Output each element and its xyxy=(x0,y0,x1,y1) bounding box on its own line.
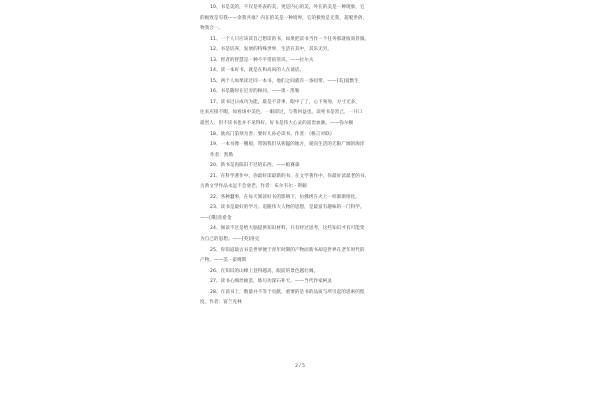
text-line: 20、新书是再陈旧不过的东西。——帕赛森 xyxy=(210,163,300,169)
text-line: 24、阅读不过是给大脑提供知识材料，只有经过思考，这些知识才有可能变 xyxy=(210,226,365,232)
text-line: 度。作者：富兰克林 xyxy=(200,300,242,306)
text-line: 作者：凯勒 xyxy=(210,152,234,158)
text-line: 28、在读书上，数量并不等于贡献，重要的是书的品质与所引起的思索的程 xyxy=(210,289,365,295)
text-line: 往来应接不暇，如看场中美色，一眼即过，与我何益也。读死书是害己，一开口 xyxy=(200,110,363,116)
text-line: 16、书是随时在近旁的顾问。——奥・凯勒 xyxy=(210,89,300,95)
text-line: 23、读书是最好的学习。追随伟大人物的思想，是最富有趣味的一门科学。 xyxy=(210,205,365,211)
text-line: 18、欲高门第须为善；要好儿孙必读书。作者：《格言对联》 xyxy=(210,131,335,137)
text-line: 物我合一。 xyxy=(200,26,224,32)
text-line: 19、一本书像一艘船，带领我们从狭隘的地方，驶向生活的无限广阔的海洋 xyxy=(210,142,365,148)
text-line: 为自己的思想。——[英]洛克 xyxy=(200,237,260,243)
text-line: 17、读书过日成功为能，最是不济事，眼中了了，心下匆匆，方寸无多， xyxy=(210,99,360,105)
text-line: 15、两个人如果读过同一本书，他们之间就有一条纽带。——[美]爱默生 xyxy=(210,78,359,84)
text-line: 25、你知道最古书是世界便于青年时期的产物而新书却是世界在老年时代的 xyxy=(210,247,365,253)
text-line: 11、一个人只应该读自己想读的书，如果把读书当作一个任务那就收效甚微。 xyxy=(210,36,370,42)
text-line: 14、读一本好书，就是在和高尚的人在谈话。 xyxy=(210,68,305,74)
text-line: ——[俄]普希金 xyxy=(200,215,232,221)
text-line: 的极致是有我——余我共谁？内在的美是一种境界，它的极致是无我，超脱世俗， xyxy=(200,15,368,21)
text-line: 产物。——美・霍姆斯 xyxy=(200,258,247,264)
text-line: 12、书是培养，发展的特殊世界，生活在其中，其乐无穷。 xyxy=(210,47,333,53)
page-number: 2 / 5 xyxy=(295,364,305,369)
text-line: 26、在知识的山峰上登得越高，眼前的景色越壮阔。 xyxy=(210,268,319,274)
document-body xyxy=(200,3,412,309)
text-line: 21、在科学著作中，你最好读最新的书，在文学著作中，你最好读最老的书。 xyxy=(210,173,370,179)
text-line: 10、书是美的，不仅是外表的美，更是内心的美，外在的美是一种现象，它 xyxy=(210,5,365,10)
text-line: 就害人；但不读书也并不见得好。好书是伟大心灵的富贵血脉。——弥尔顿 xyxy=(200,121,354,127)
text-line: 古典文学作品永远不会衰老。作者：布尔韦尔・利顿 xyxy=(200,184,307,190)
text-line: 13、智者的智慧是一种不平常的常识。——拉尔夫 xyxy=(210,57,314,63)
text-line: 27、读书心细丝抽茧，练句功深石补天。——当代作家柯灵 xyxy=(210,279,333,285)
text-line: 22、各种蠢事，在每天阅读好书的影响下，仿佛烤在火上一样渐渐熔化。 xyxy=(210,194,360,200)
